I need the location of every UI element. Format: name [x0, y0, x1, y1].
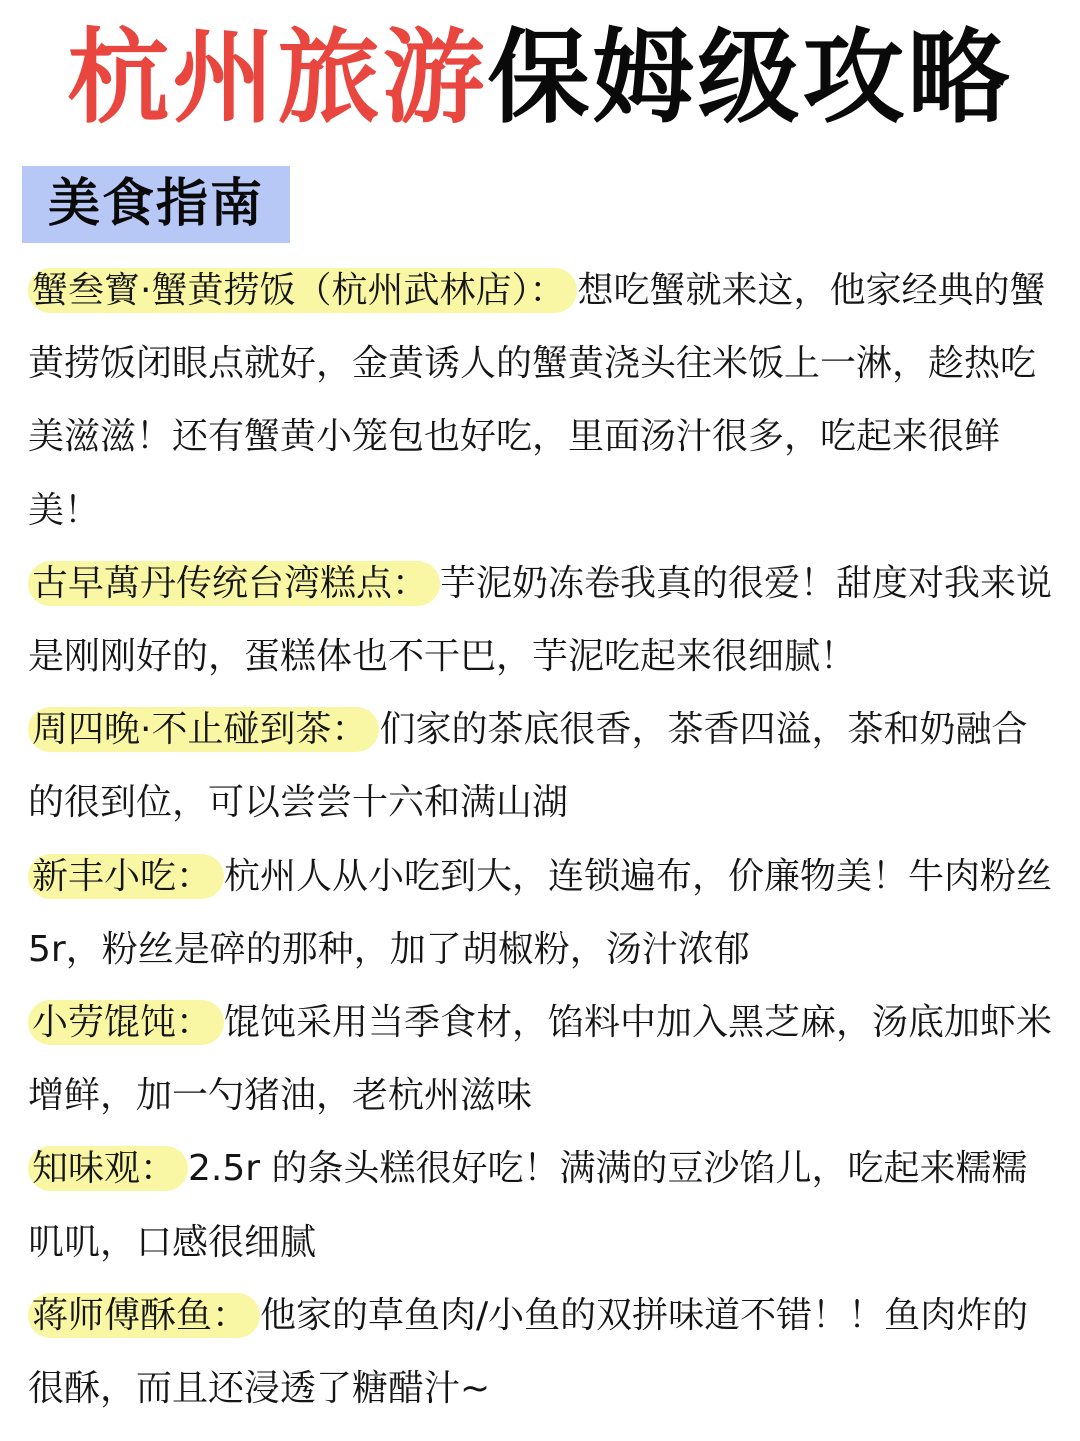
food-entry-list [28, 254, 1063, 1425]
food-entry [28, 840, 1063, 986]
food-entry-text: 2.5r 的条头糕很好吃！满满的豆沙馅儿，吃起来糯糯叽叽，口感很细腻 [28, 1148, 1028, 1263]
food-entry [28, 1132, 1063, 1278]
food-entry [28, 693, 1063, 839]
food-entry-text: 杭州人从小吃到大，连锁遍布，价廉物美！牛肉粉丝5r，粉丝是碎的那种，加了胡椒粉，汤汁浓郁 [28, 855, 1053, 970]
food-entry-text: 芋泥奶冻卷我真的很爱！甜度对我来说是刚刚好的，蛋糕体也不干巴，芋泥吃起来很细腻！ [28, 562, 1053, 678]
food-entry-name: 蟹叁寳·蟹黄捞饭（杭州武林店）： [28, 268, 577, 313]
food-entry-text: 馄饨采用当季食材，馅料中加入黑芝麻，汤底加虾米增鲜，加一勺猪油，老杭州滋味 [28, 1002, 1053, 1117]
page-title [0, 14, 1080, 144]
food-entry-name: 蒋师傅酥鱼： [28, 1293, 260, 1338]
food-entry-name: 周四晚·不止碰到茶： [28, 707, 379, 752]
food-entry-text: 他家的草鱼肉/小鱼的双拼味道不错！！鱼肉炸的很酥，而且还浸透了糖醋汁~ [28, 1294, 1029, 1410]
food-entry [28, 1279, 1063, 1425]
section-badge: 美食指南 [22, 166, 290, 243]
food-entry-text: 想吃蟹就来这，他家经典的蟹黄捞饭闭眼点就好，金黄诱人的蟹黄浇头往米饭上一淋，趁热吃美滋滋！还有蟹黄小笼包也好吃，里面汤汁很多，吃起来很鲜美！ [28, 270, 1046, 531]
page-title-red: 杭州旅游 [67, 19, 488, 138]
food-entry [28, 254, 1063, 547]
food-entry-name: 小劳馄饨： [28, 1000, 224, 1045]
food-entry-name: 知味观： [28, 1146, 188, 1191]
food-entry [28, 986, 1063, 1132]
food-entry-name: 新丰小吃： [28, 854, 224, 899]
food-entry-name: 古早萬丹传统台湾糕点： [28, 561, 440, 606]
food-entry-text: 们家的茶底很香，茶香四溢，茶和奶融合的很到位，可以尝尝十六和满山湖 [28, 709, 1028, 824]
page-title-black: 保姆级攻略 [487, 19, 1013, 138]
food-entry [28, 547, 1063, 693]
